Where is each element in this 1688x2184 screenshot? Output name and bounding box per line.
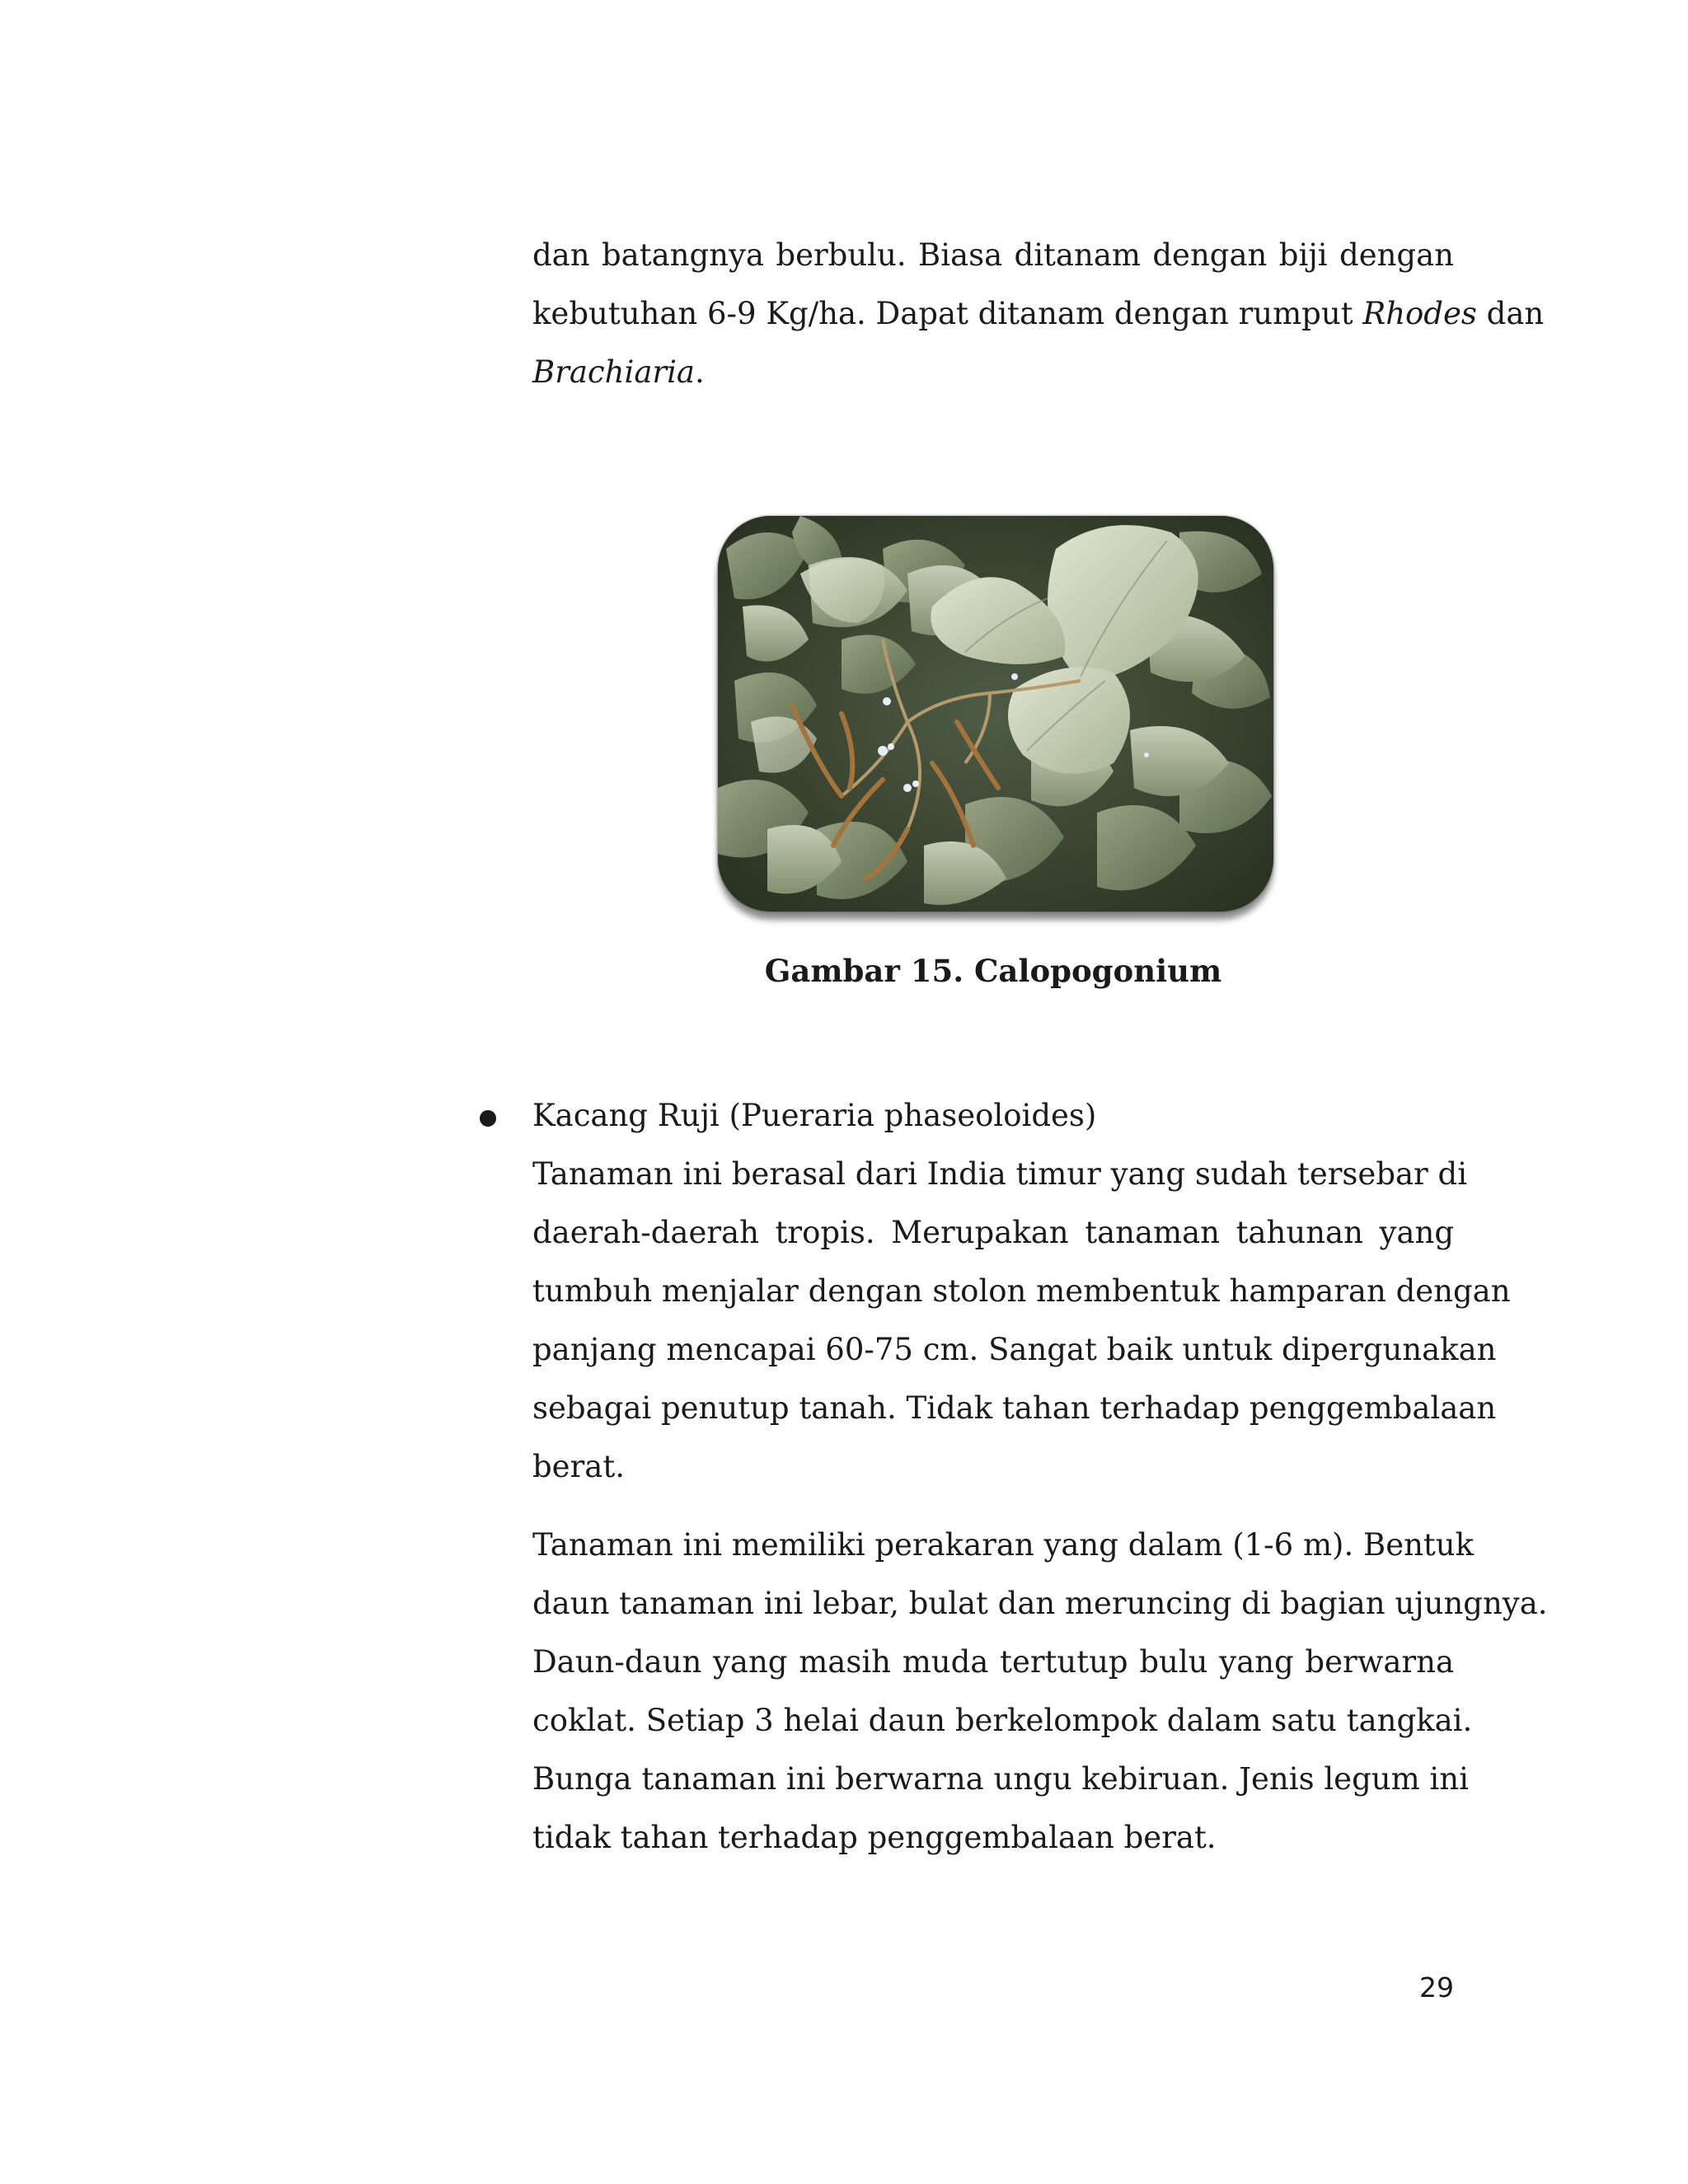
intro-text: . <box>694 354 705 390</box>
paragraph-line: coklat. Setiap 3 helai daun berkelompok dalam satu tangkai. <box>532 1703 1473 1738</box>
paragraph-line: daun tanaman ini lebar, bulat dan meruncing di bagian ujungnya. <box>532 1586 1548 1621</box>
intro-paragraph <box>532 226 1545 401</box>
intro-line: dan batangnya berbulu. Biasa ditanam dengan biji dengan <box>532 237 1454 273</box>
intro-italic-term: Rhodes <box>1362 296 1477 331</box>
section-paragraph-2 <box>532 1516 1548 1867</box>
plant-photo <box>718 516 1273 912</box>
intro-text: kebutuhan 6-9 Kg/ha. Dapat ditanam dengan rumput <box>532 296 1363 331</box>
intro-italic-term: Brachiaria <box>532 354 695 390</box>
intro-line <box>532 284 1545 343</box>
paragraph-line: sebagai penutup tanah. Tidak tahan terhadap penggembalaan <box>532 1390 1497 1426</box>
intro-line <box>532 343 1454 401</box>
page-number: 29 <box>1419 1971 1454 2004</box>
paragraph-line: Daun-daun yang masih muda tertutup bulu yang berwarna <box>532 1644 1454 1680</box>
paragraph-line: Tanaman ini memiliki perakaran yang dalam (1-6 m). Bentuk <box>532 1527 1475 1563</box>
section-kacang-ruji <box>532 1086 1511 1496</box>
paragraph-line: Tanaman ini berasal dari India timur yang sudah tersebar di <box>532 1156 1468 1192</box>
calopogonium-illustration <box>718 516 1273 912</box>
paragraph-line: panjang mencapai 60-75 cm. Sangat baik untuk dipergunakan <box>532 1332 1497 1367</box>
intro-text: dan <box>1476 296 1545 331</box>
figure-caption: Gambar 15. Calopogonium <box>764 953 1222 989</box>
paragraph-line: tidak tahan terhadap penggembalaan berat. <box>532 1820 1217 1855</box>
section-title: Kacang Ruji (Pueraria phaseoloides) <box>532 1098 1097 1133</box>
paragraph-line: tumbuh menjalar dengan stolon membentuk hamparan dengan <box>532 1273 1511 1309</box>
paragraph-line: daerah-daerah tropis. Merupakan tanaman tahunan yang <box>532 1215 1454 1250</box>
bullet-icon <box>480 1110 496 1127</box>
paragraph-line: berat. <box>532 1449 625 1484</box>
paragraph-line: Bunga tanaman ini berwarna ungu kebiruan. Jenis legum ini <box>532 1761 1469 1797</box>
